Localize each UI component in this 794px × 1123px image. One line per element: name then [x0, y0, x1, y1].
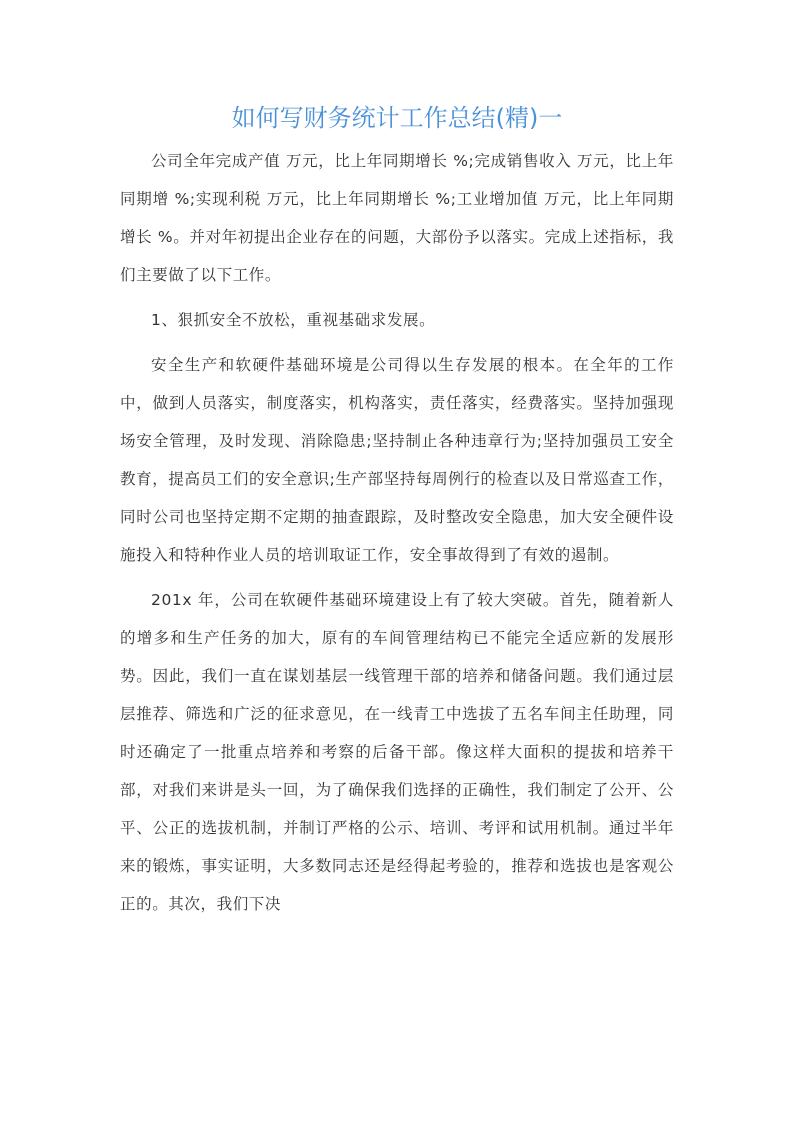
paragraph-development: 201x 年，公司在软硬件基础环境建设上有了较大突破。首先，随着新人的增多和生产任务的加大，原有的车间管理结构已不能完全适应新的发展形势。因此，我们一直在谋划基层一线管理干部的培养和储备问题。我们通过层层推荐、筛选和广泛的征求意见，在一线青工中选拔了五名车间主任助理，同时还确定了一批重点培养和考察的后备干部。像这样大面积的提拔和培养干部，对我们来讲是头一回，为了确保我们选择的正确性，我们制定了公开、公平、公正的选拔机制，并制订严格的公示、培训、考评和试用机制。通过半年来的锻炼，事实证明，大多数同志还是经得起考验的，推荐和选拔也是客观公正的。其次，我们下决	[120, 591, 674, 913]
document-title: 如何写财务统计工作总结(精)一	[231, 104, 563, 132]
paragraph-section-heading: 1、狠抓安全不放松，重视基础求发展。	[151, 311, 436, 329]
paragraph-safety: 安全生产和软硬件基础环境是公司得以生存发展的根本。在全年的工作中，做到人员落实，制度落实，机构落实，责任落实，经费落实。坚持加强现场安全管理，及时发现、消除隐患;坚持制止各种违章行为;坚持加强员工安全教育，提高员工们的安全意识;生产部坚持每周例行的检查以及日常巡查工作，同时公司也坚持定期不定期的抽查跟踪，及时整改安全隐患，加大安全硬件设施投入和特种作业人员的培训取证工作，安全事故得到了有效的遏制。	[120, 356, 674, 564]
paragraph-summary: 公司全年完成产值 万元，比上年同期增长 %;完成销售收入 万元，比上年同期增 %;实现利税 万元，比上年同期增长 %;工业增加值 万元，比上年同期增长 %。并对年初提出企业存在的问题，大部份予以落实。完成上述指标，我们主要做了以下工作。	[120, 152, 674, 284]
document-body	[120, 142, 674, 930]
